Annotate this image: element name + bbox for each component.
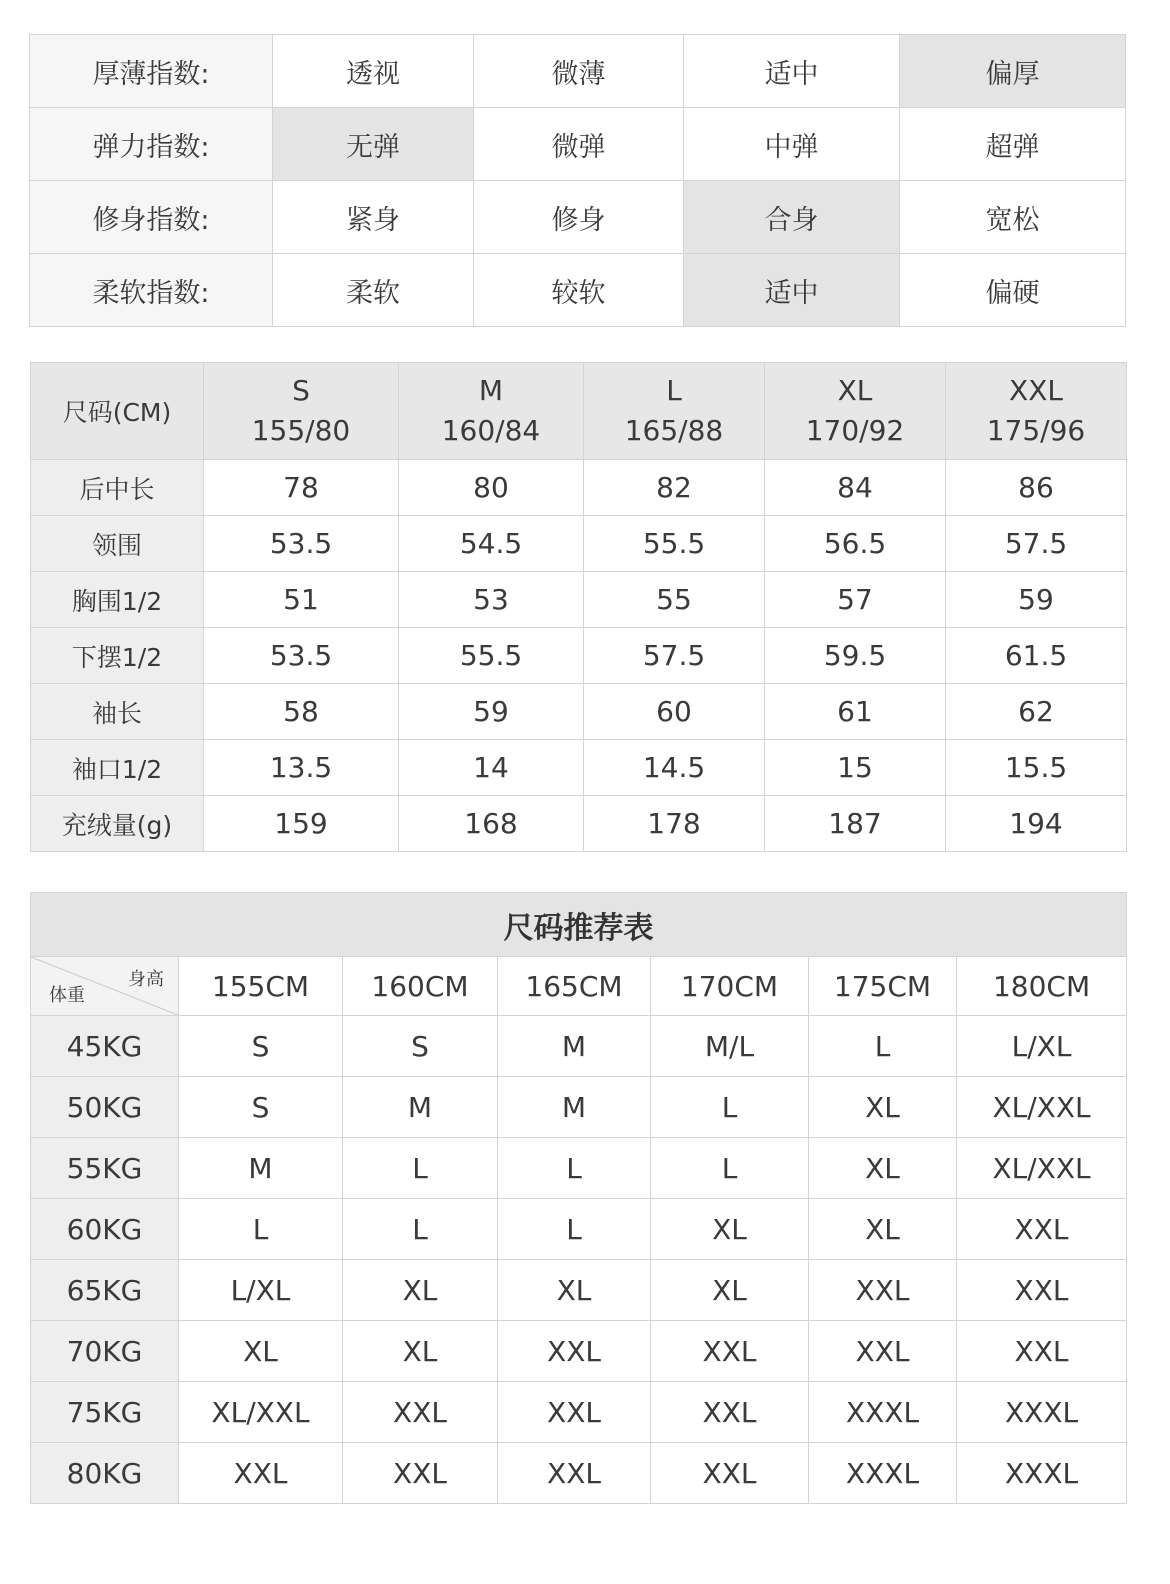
recommendation-row xyxy=(31,1382,1127,1443)
recommended-size: XXL xyxy=(809,1260,957,1321)
recommended-size: XXL xyxy=(651,1382,809,1443)
height-column-header: 170CM xyxy=(651,957,809,1016)
height-axis-label: 身高 xyxy=(128,969,164,990)
measurement-row xyxy=(31,684,1127,740)
height-column-header: 165CM xyxy=(498,957,651,1016)
attribute-option: 较软 xyxy=(474,254,684,327)
recommended-size: XXL xyxy=(809,1321,957,1382)
recommended-size: M/L xyxy=(651,1016,809,1077)
recommended-size: M xyxy=(343,1077,498,1138)
recommended-size: XXXL xyxy=(957,1382,1127,1443)
recommended-size: L/XL xyxy=(179,1260,343,1321)
attribute-option-selected: 适中 xyxy=(684,254,900,327)
attribute-option: 紧身 xyxy=(273,181,474,254)
recommendation-title-row xyxy=(31,893,1127,957)
recommendation-row xyxy=(31,1016,1127,1077)
recommended-size: XXL xyxy=(498,1443,651,1504)
measurement-value: 82 xyxy=(584,460,765,516)
diagonal-corner-cell xyxy=(31,957,179,1016)
recommended-size: L xyxy=(651,1077,809,1138)
measurement-value: 80 xyxy=(399,460,584,516)
size-spec: 165/88 xyxy=(624,414,724,447)
recommended-size: XL/XXL xyxy=(179,1382,343,1443)
measurement-value: 62 xyxy=(946,684,1127,740)
recommended-size: XXL xyxy=(957,1260,1127,1321)
attribute-option: 超弹 xyxy=(900,108,1126,181)
size-header-row xyxy=(31,363,1127,460)
recommendation-row xyxy=(31,1260,1127,1321)
recommended-size: XXL xyxy=(651,1443,809,1504)
size-column-header xyxy=(399,363,584,460)
measurement-value: 159 xyxy=(204,796,399,852)
measurement-label: 下摆1/2 xyxy=(31,628,204,684)
recommended-size: M xyxy=(498,1016,651,1077)
recommended-size: XXL xyxy=(179,1443,343,1504)
measurement-value: 194 xyxy=(946,796,1127,852)
recommended-size: L xyxy=(498,1199,651,1260)
recommended-size: XL/XXL xyxy=(957,1077,1127,1138)
attribute-label: 厚薄指数: xyxy=(30,35,273,108)
recommended-size: XL xyxy=(809,1199,957,1260)
measurement-value: 53.5 xyxy=(204,516,399,572)
attribute-option-selected: 合身 xyxy=(684,181,900,254)
measurement-row xyxy=(31,572,1127,628)
measurement-row xyxy=(31,796,1127,852)
recommended-size: S xyxy=(343,1016,498,1077)
measurement-value: 53 xyxy=(399,572,584,628)
attribute-option: 适中 xyxy=(684,35,900,108)
size-spec: 160/84 xyxy=(441,414,541,447)
attribute-option: 中弹 xyxy=(684,108,900,181)
measurement-value: 14 xyxy=(399,740,584,796)
weight-label: 75KG xyxy=(31,1382,179,1443)
attribute-label: 柔软指数: xyxy=(30,254,273,327)
attribute-row xyxy=(30,181,1126,254)
recommended-size: L xyxy=(343,1138,498,1199)
recommended-size: L xyxy=(498,1138,651,1199)
recommended-size: L xyxy=(343,1199,498,1260)
size-spec: 155/80 xyxy=(251,414,351,447)
size-name: M xyxy=(478,374,504,407)
measurement-value: 59 xyxy=(946,572,1127,628)
measurement-label: 袖口1/2 xyxy=(31,740,204,796)
recommended-size: XL/XXL xyxy=(957,1138,1127,1199)
weight-label: 45KG xyxy=(31,1016,179,1077)
measurement-value: 53.5 xyxy=(204,628,399,684)
recommended-size: L xyxy=(179,1199,343,1260)
size-name: XXL xyxy=(1009,374,1063,407)
recommended-size: XL xyxy=(809,1138,957,1199)
recommendation-row xyxy=(31,1443,1127,1504)
measurement-label: 充绒量(g) xyxy=(31,796,204,852)
measurement-label: 胸围1/2 xyxy=(31,572,204,628)
measurement-value: 55 xyxy=(584,572,765,628)
measurement-value: 57 xyxy=(765,572,946,628)
measurement-value: 56.5 xyxy=(765,516,946,572)
size-measurement-table xyxy=(30,362,1127,852)
weight-label: 70KG xyxy=(31,1321,179,1382)
measurement-value: 168 xyxy=(399,796,584,852)
measurement-label: 后中长 xyxy=(31,460,204,516)
attribute-option: 宽松 xyxy=(900,181,1126,254)
attribute-option: 透视 xyxy=(273,35,474,108)
attribute-row xyxy=(30,254,1126,327)
attribute-option: 偏硬 xyxy=(900,254,1126,327)
measurement-value: 78 xyxy=(204,460,399,516)
recommended-size: XXXL xyxy=(809,1382,957,1443)
measurement-value: 60 xyxy=(584,684,765,740)
weight-label: 80KG xyxy=(31,1443,179,1504)
measurement-value: 61.5 xyxy=(946,628,1127,684)
weight-label: 50KG xyxy=(31,1077,179,1138)
recommended-size: XL xyxy=(498,1260,651,1321)
measurement-value: 178 xyxy=(584,796,765,852)
measurement-value: 59.5 xyxy=(765,628,946,684)
measurement-value: 15.5 xyxy=(946,740,1127,796)
weight-axis-label: 体重 xyxy=(49,985,85,1006)
size-column-header xyxy=(204,363,399,460)
recommended-size: XL xyxy=(179,1321,343,1382)
recommended-size: L xyxy=(651,1138,809,1199)
recommended-size: XXL xyxy=(343,1443,498,1504)
measurement-value: 61 xyxy=(765,684,946,740)
recommended-size: XL xyxy=(809,1077,957,1138)
height-column-header: 160CM xyxy=(343,957,498,1016)
recommended-size: S xyxy=(179,1016,343,1077)
measurement-value: 187 xyxy=(765,796,946,852)
recommendation-row xyxy=(31,1321,1127,1382)
measurement-row xyxy=(31,628,1127,684)
attribute-option: 微薄 xyxy=(474,35,684,108)
recommendation-row xyxy=(31,1077,1127,1138)
weight-label: 60KG xyxy=(31,1199,179,1260)
recommended-size: XXL xyxy=(957,1321,1127,1382)
attribute-row xyxy=(30,108,1126,181)
size-column-header xyxy=(765,363,946,460)
measurement-value: 54.5 xyxy=(399,516,584,572)
size-recommendation-table xyxy=(30,892,1127,1504)
measurement-value: 15 xyxy=(765,740,946,796)
recommended-size: XL xyxy=(651,1260,809,1321)
recommended-size: L/XL xyxy=(957,1016,1127,1077)
recommendation-title: 尺码推荐表 xyxy=(31,893,1127,957)
measurement-value: 55.5 xyxy=(584,516,765,572)
attribute-label: 弹力指数: xyxy=(30,108,273,181)
recommended-size: XXL xyxy=(651,1321,809,1382)
recommended-size: XL xyxy=(343,1321,498,1382)
recommended-size: XXL xyxy=(498,1321,651,1382)
height-column-header: 175CM xyxy=(809,957,957,1016)
recommended-size: XL xyxy=(343,1260,498,1321)
recommended-size: S xyxy=(179,1077,343,1138)
weight-label: 65KG xyxy=(31,1260,179,1321)
measurement-value: 57.5 xyxy=(946,516,1127,572)
attribute-option-selected: 无弹 xyxy=(273,108,474,181)
recommended-size: M xyxy=(179,1138,343,1199)
attribute-option: 修身 xyxy=(474,181,684,254)
size-name: S xyxy=(292,374,310,407)
attribute-table xyxy=(29,34,1126,327)
height-column-header: 180CM xyxy=(957,957,1127,1016)
measurement-label: 袖长 xyxy=(31,684,204,740)
size-column-header xyxy=(584,363,765,460)
height-column-header: 155CM xyxy=(179,957,343,1016)
recommended-size: XXXL xyxy=(957,1443,1127,1504)
recommended-size: M xyxy=(498,1077,651,1138)
size-corner-label: 尺码(CM) xyxy=(31,363,204,460)
measurement-value: 14.5 xyxy=(584,740,765,796)
attribute-option: 柔软 xyxy=(273,254,474,327)
size-name: XL xyxy=(837,374,873,407)
measurement-value: 51 xyxy=(204,572,399,628)
attribute-row xyxy=(30,35,1126,108)
measurement-value: 55.5 xyxy=(399,628,584,684)
recommended-size: XL xyxy=(651,1199,809,1260)
measurement-row xyxy=(31,460,1127,516)
recommended-size: XXL xyxy=(343,1382,498,1443)
measurement-value: 59 xyxy=(399,684,584,740)
attribute-label: 修身指数: xyxy=(30,181,273,254)
attribute-option: 微弹 xyxy=(474,108,684,181)
recommendation-row xyxy=(31,1138,1127,1199)
height-header-row xyxy=(31,957,1127,1016)
measurement-row xyxy=(31,740,1127,796)
measurement-row xyxy=(31,516,1127,572)
recommended-size: L xyxy=(809,1016,957,1077)
recommended-size: XXL xyxy=(957,1199,1127,1260)
recommendation-row xyxy=(31,1199,1127,1260)
measurement-value: 84 xyxy=(765,460,946,516)
measurement-value: 13.5 xyxy=(204,740,399,796)
measurement-value: 58 xyxy=(204,684,399,740)
recommended-size: XXXL xyxy=(809,1443,957,1504)
size-column-header xyxy=(946,363,1127,460)
measurement-value: 86 xyxy=(946,460,1127,516)
measurement-label: 领围 xyxy=(31,516,204,572)
size-name: L xyxy=(666,374,682,407)
attribute-option-selected: 偏厚 xyxy=(900,35,1126,108)
measurement-value: 57.5 xyxy=(584,628,765,684)
weight-label: 55KG xyxy=(31,1138,179,1199)
recommended-size: XXL xyxy=(498,1382,651,1443)
size-spec: 175/96 xyxy=(986,414,1086,447)
size-spec: 170/92 xyxy=(805,414,905,447)
